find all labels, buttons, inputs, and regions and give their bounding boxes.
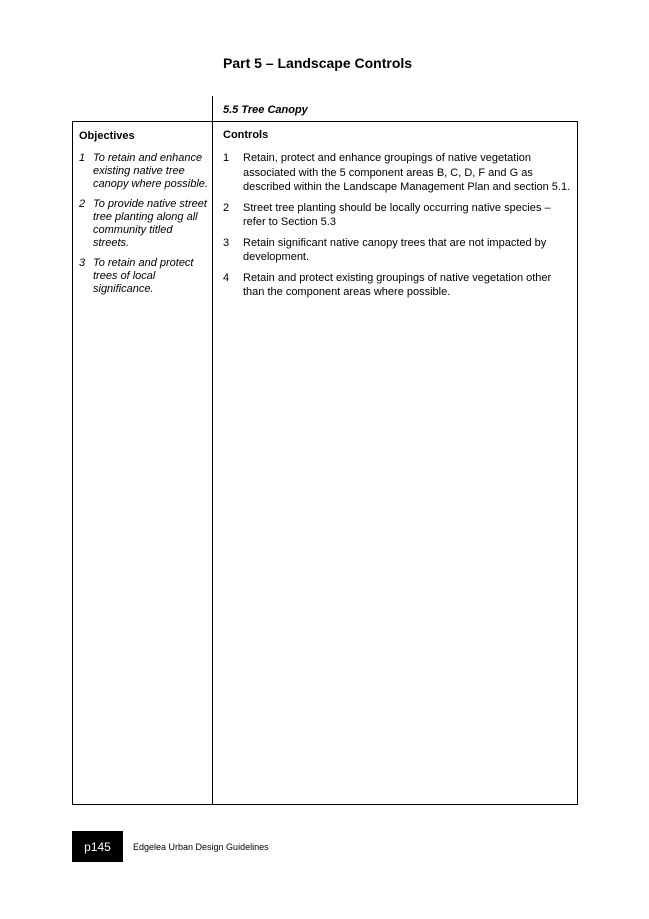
objective-item xyxy=(79,152,209,191)
section-heading: 5.5 Tree Canopy xyxy=(223,104,308,116)
control-item xyxy=(223,271,573,300)
control-number: 3 xyxy=(223,236,230,249)
control-text: Retain significant native canopy trees that are not impacted by development. xyxy=(243,236,547,263)
objectives-heading: Objectives xyxy=(79,130,135,142)
page-title: Part 5 – Landscape Controls xyxy=(223,55,413,71)
objective-item xyxy=(79,257,209,296)
control-text: Retain, protect and enhance groupings of native vegetation associated with the 5 component areas B, C, D, F and G as described within the Landscape Management Plan and section 5.1. xyxy=(243,152,571,193)
controls-heading: Controls xyxy=(223,129,269,141)
controls-list xyxy=(223,151,573,300)
column-divider xyxy=(212,122,213,804)
control-text: Retain and protect existing groupings of native vegetation other than the component areas where possible. xyxy=(243,271,552,298)
objective-text: To retain and enhance existing native tree canopy where possible. xyxy=(93,152,208,190)
controls-column xyxy=(223,129,573,306)
control-text: Street tree planting should be locally occurring native species – refer to Section 5.3 xyxy=(243,201,551,228)
objective-number: 3 xyxy=(79,257,86,269)
control-item xyxy=(223,236,573,265)
objective-number: 1 xyxy=(79,152,86,164)
control-number: 2 xyxy=(223,201,230,214)
control-number: 4 xyxy=(223,271,230,284)
control-number: 1 xyxy=(223,152,230,164)
objective-text: To retain and protect trees of local significance. xyxy=(93,257,194,295)
page-number-badge: p145 xyxy=(72,831,123,862)
objectives-column xyxy=(79,130,209,303)
control-item xyxy=(223,151,573,195)
objectives-list xyxy=(79,152,209,296)
objective-number: 2 xyxy=(79,198,86,210)
control-item xyxy=(223,201,573,230)
section-divider-line xyxy=(212,96,213,121)
objective-item xyxy=(79,198,209,250)
footer-document-title: Edgelea Urban Design Guidelines xyxy=(133,842,269,852)
content-table xyxy=(72,121,578,805)
objective-text: To provide native street tree planting along all community titled streets. xyxy=(93,198,207,249)
